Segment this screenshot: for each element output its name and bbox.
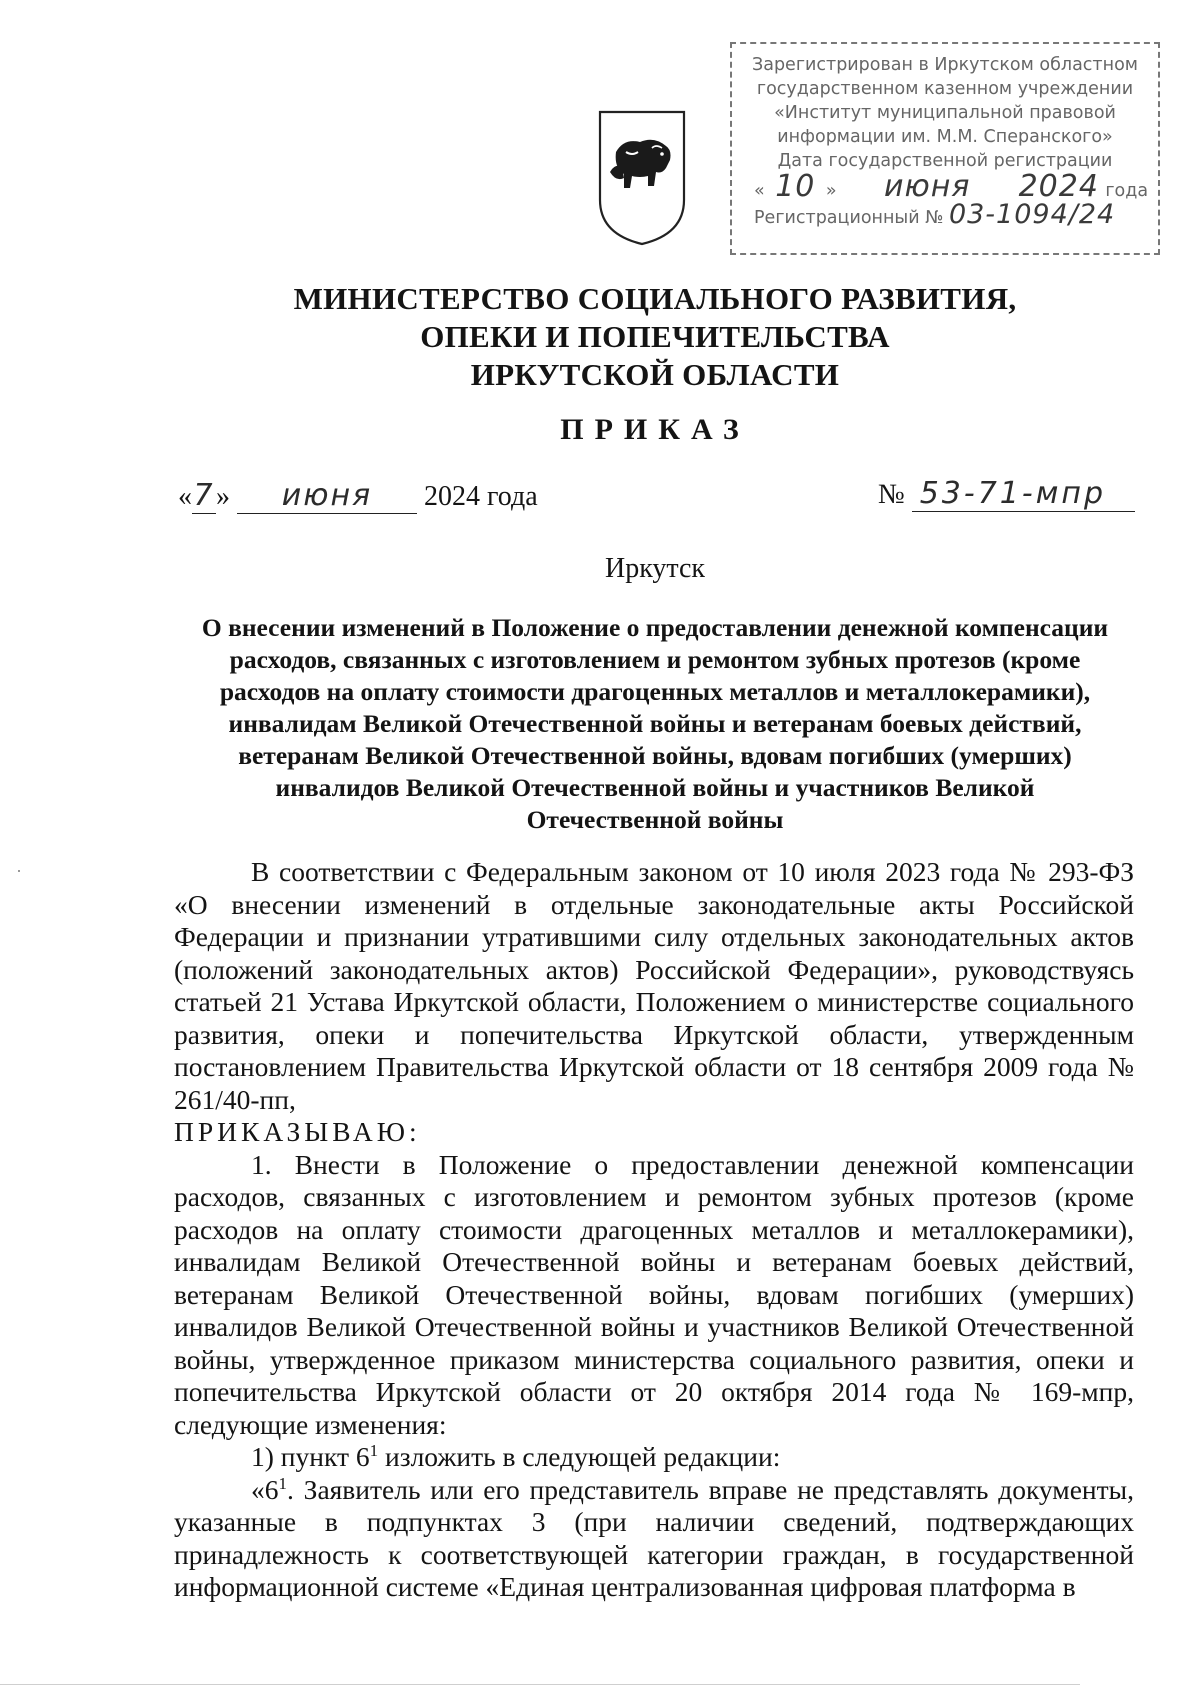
subject-line: расходов на оплату стоимости драгоценных металлов и металлокерамики), [219,677,1091,706]
ministry-heading [0,280,1200,394]
stamp-line: Дата государственной регистрации [777,151,1113,171]
ministry-heading-line: МИНИСТЕРСТВО СОЦИАЛЬНОГО РАЗВИТИЯ, [293,281,1017,316]
subject-line: инвалидов Великой Отечественной войны и участников Великой [275,773,1035,802]
quoted-clause-paragraph: «$6^1$. Заявитель или его представитель вправе не представлять документы, указанные в подпунктах 3 (при наличии сведений, подтверждающих принадлежность к соответствующей категории граждан, в государственной информационной системе «Единая централизованная цифровая платформа в [174,1473,1134,1602]
document-type-title: ПРИКАЗ [560,413,750,446]
stamp-line: информации им. М.М. Сперанского» [777,127,1113,147]
order-word: ПРИКАЗЫВАЮ: [174,1116,421,1147]
order-date: «7» июня 2024 года [178,478,538,513]
city-name: Иркутск [604,553,706,584]
subject-line: инвалидам Великой Отечественной войны и ветеранам боевых действий, [228,709,1082,738]
preamble-paragraph: В соответствии с Федеральным законом от 10 июля 2023 года № 293-ФЗ «О внесении изменений в отдельные законодательные акты Российской Федерации и признании утратившими силу отдельных законодательных актов (положений законодательных актов) Российской Федерации», руководствуясь статьей 21 Устава Иркутской области, Положением о министерстве социального развития, опеки и попечительства Иркутской области, утвержденным постановлением Правительства Иркутской области от 18 сентября 2009 года № 261/40-пп, [174,856,1134,1115]
subject-line: О внесении изменений в Положение о предоставлении денежной компенсации [201,613,1109,642]
subject-line: Отечественной войны [526,805,784,834]
stamp-line: государственном казенном учреждении [756,79,1134,99]
stamp-reg-row: Регистрационный № 03-1094/24 [754,199,1116,230]
order-number: № 53-71-мпр [878,476,1135,512]
ministry-heading-line: ИРКУТСКОЙ ОБЛАСТИ [470,357,840,392]
coat-of-arms-icon [596,108,688,248]
stamp-month: июня [883,169,971,204]
order-number-value: 53-71-мпр [912,476,1135,512]
scan-edge-line [0,1684,1080,1685]
ministry-heading-line: ОПЕКИ И ПОПЕЧИТЕЛЬСТВА [420,319,890,354]
subject-line: ветеранам Великой Отечественной войны, вдовам погибших (умерших) [238,741,1072,770]
order-month: июня [237,478,417,514]
stamp-day: 10 [775,169,816,204]
order-body [174,856,1134,1604]
stamp-reg-number: 03-1094/24 [948,199,1116,230]
item-1-paragraph: 1. Внести в Положение о предоставлении денежной компенсации расходов, связанных с изготовлением и ремонтом зубных протезов (кроме расходов на оплату стоимости драгоценных металлов и металлокерамики), инвалидам Великой Отечественной войны и ветеранам боевых действий, ветеранам Великой Отечественной войны, вдовам погибших (умерших) инвалидов Великой Отечественной войны и участников Великой Отечественной войны, утвержденное приказом министерства социального развития, опеки и попечительства Иркутской области от 20 октября 2014 года № 169-мпр, следующие изменения: [174,1148,1134,1440]
order-day: 7 [193,478,215,513]
scan-artifact [18,870,20,872]
stamp-year: 2024 [1018,169,1099,204]
order-year: 2024 года [424,481,538,512]
subitem-1-paragraph: 1) пункт $6^1$ изложить в следующей редакции: [251,1440,781,1472]
stamp-line: Зарегистрирован в Иркутском областном [752,55,1138,75]
registration-stamp [730,42,1160,255]
stamp-date-row: « 10 » июня 2024 года [754,169,1149,204]
stamp-line: «Институт муниципальной правовой [774,103,1116,123]
order-subject [170,612,1140,836]
subject-line: расходов, связанных с изготовлением и ремонтом зубных протезов (кроме [229,645,1081,674]
